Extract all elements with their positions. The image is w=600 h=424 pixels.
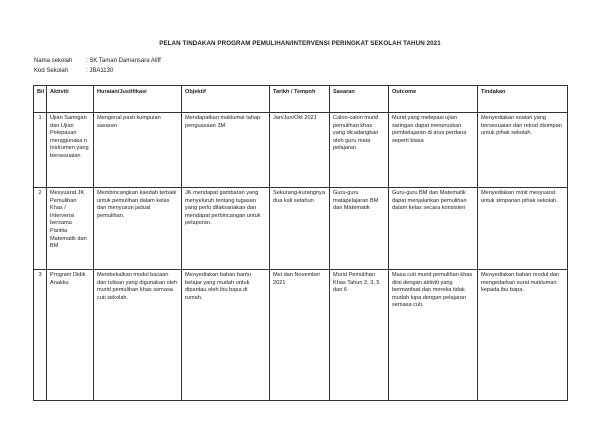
table-row [34, 270, 568, 401]
school-name-line [34, 58, 161, 64]
cell-bil: 3 [34, 270, 47, 401]
header-bil: Bil [34, 86, 47, 113]
header-huraian: Huraian/Justifikasi [94, 86, 182, 113]
header-objektif: Objektif [182, 86, 270, 113]
cell-tarikh: Jan/Jun/Okt 2021 [270, 113, 330, 188]
cell-huraian: Mengenal pasti kumpulan sasaran [94, 113, 182, 188]
cell-outcome: Murid yang melepasi ujian saringan dapat meneruskan pembelajaran di arus perdana seperti biasa [389, 113, 478, 188]
header-aktiviti: Aktiviti [47, 86, 94, 113]
cell-sasaran: Guru-guru matapelajaran BM dan Matematik [330, 188, 389, 270]
cell-objektif: Menyediakan bahan bantu belajar yang mudah untuk dipantau oleh ibu bapa di rumah. [182, 270, 270, 401]
cell-objektif: Mendapatkan maklumat tahap penguasaan 3M [182, 113, 270, 188]
school-name-value: : SK Taman Damansara Aliff [86, 58, 161, 64]
cell-outcome: Guru-guru BM dan Matematik dapat menjalankan pemulihan dalam kelas secara konsisten [389, 188, 478, 270]
header-tarikh: Tarikh / Tempoh [270, 86, 330, 113]
school-code-line [34, 68, 113, 74]
cell-tarikh: Mei dan November 2021 [270, 270, 330, 401]
cell-aktiviti: Program Didik Anakku [47, 270, 94, 401]
cell-huraian: Membekalkan modul bacaan dan tulisan yang digunakan oleh murid pemulihan khas semasa cuti sekolah. [94, 270, 182, 401]
cell-bil: 1 [34, 113, 47, 188]
header-tindakan: Tindakan [478, 86, 568, 113]
cell-sasaran: Calon-calon murid pemulihan khas yang dicadangkan oleh guru mata pelajaran [330, 113, 389, 188]
table-header-row [34, 86, 568, 113]
header-sasaran: Sasaran [330, 86, 389, 113]
table-row [34, 113, 568, 188]
table-row [34, 188, 568, 270]
header-outcome: Outcome [389, 86, 478, 113]
cell-outcome: Masa cuti murid pemulihan khas diisi dengan aktiviti yang bermanfaat dan mereka tidak mudah lupa dengan pelajaran semasa cuti. [389, 270, 478, 401]
cell-bil: 2 [34, 188, 47, 270]
cell-tindakan: Menyediakan soalan yang bersesuaian dan rekod disimpan untuk pihak sekolah. [478, 113, 568, 188]
cell-sasaran: Murid Pemulihan Khas Tahun 2, 3, 5 dan 6 [330, 270, 389, 401]
school-name-label: Nama sekolah [34, 58, 73, 64]
cell-objektif: JK mendapat gambaran yang menyeluruh tentang tugasan yang perlu dilaksanakan dan mendapat perbincangan untuk pelaporan. [182, 188, 270, 270]
cell-tindakan: Menyediakan minit mesyuarat untuk simpanan pihak sekolah. [478, 188, 568, 270]
school-code-value: : JBA1130 [86, 68, 114, 74]
document-title: PELAN TINDAKAN PROGRAM PEMULIHAN/INTERVENSI PERINGKAT SEKOLAH TAHUN 2021 [159, 40, 441, 47]
cell-aktiviti: Ujian Saringan dan Ujian Pelepasan menggunaka n Instrumen yang bersesuaian [47, 113, 94, 188]
cell-tindakan: Menyediakan bahan modul dan mengedarkan surat makluman kepada ibu bapa. [478, 270, 568, 401]
cell-aktiviti: Mesyuarat JK Pemulihan Khas / Intervensi bersama Panitia Matematik dan BM [47, 188, 94, 270]
cell-tarikh: Sekurang-kurangnya dua kali setahun [270, 188, 330, 270]
action-plan-table [33, 85, 568, 401]
school-code-label: Kod Sekolah [34, 68, 69, 74]
cell-huraian: Membincangkan kaedah terbaik untuk pemulihan dalam kelas dan menyusun jadual pemulihan. [94, 188, 182, 270]
